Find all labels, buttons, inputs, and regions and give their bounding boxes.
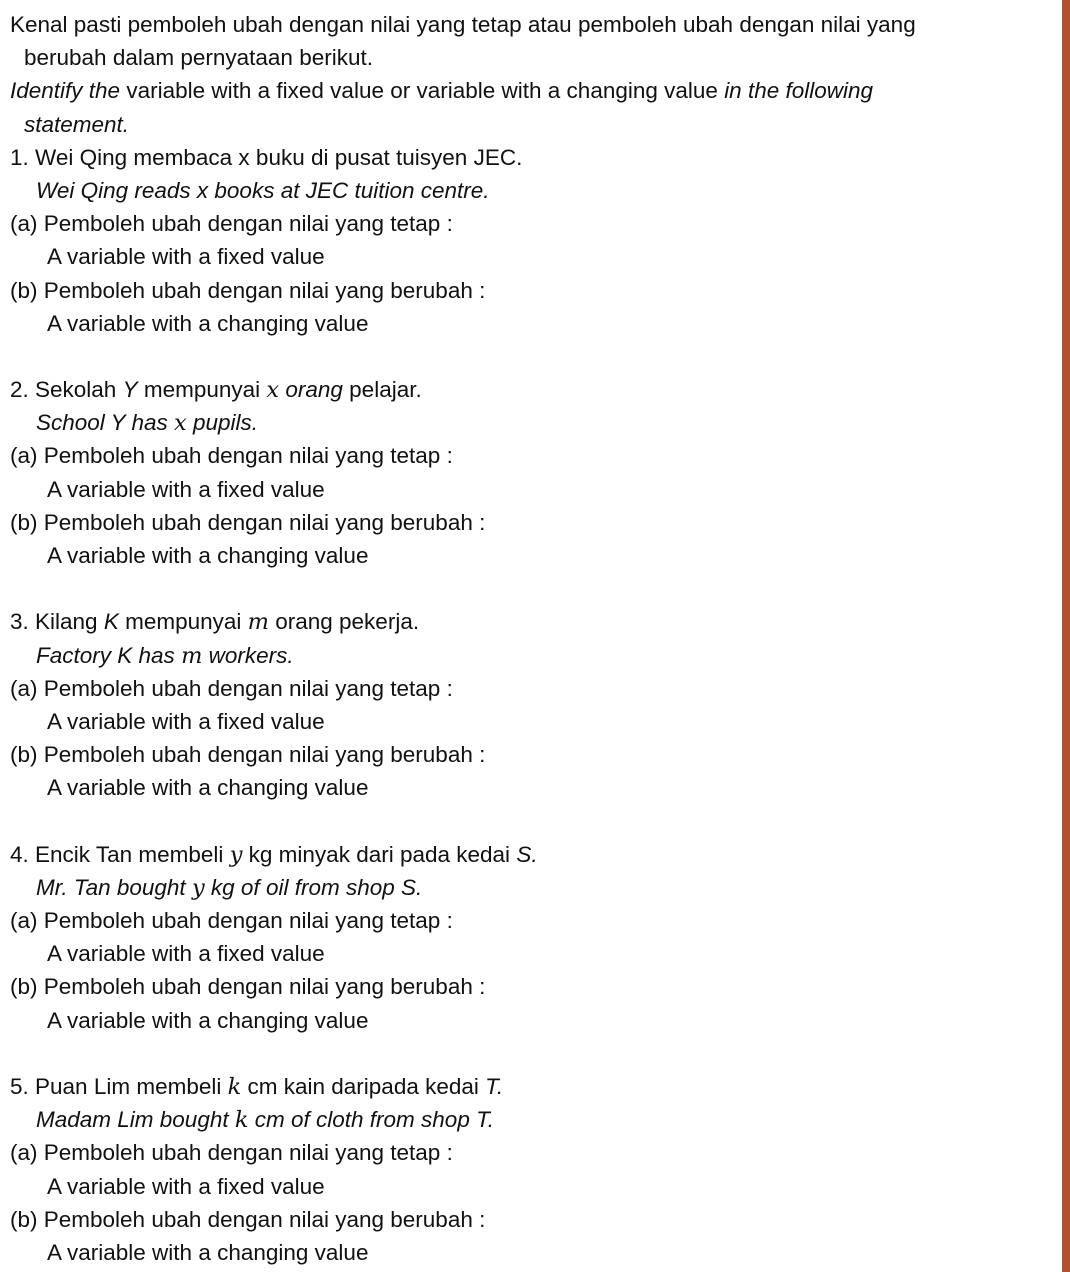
part-a-label-en: A variable with a fixed value <box>47 244 325 270</box>
question-statement-en <box>10 406 1055 439</box>
part-b-label: (b) Pemboleh ubah dengan nilai yang berubah : <box>10 509 486 535</box>
variable-symbol: m <box>181 642 203 669</box>
question-list <box>10 141 1055 1269</box>
text-segment: 4. Encik Tan membeli <box>10 841 230 867</box>
blank-line <box>10 805 1055 838</box>
text-segment: Y <box>122 377 138 403</box>
variable-symbol: x <box>266 377 280 404</box>
part-a-label-en: A variable with a fixed value <box>47 941 325 967</box>
instruction-en-line1 <box>10 74 1055 107</box>
text-segment: variable with a fixed value or variable with a changing value <box>120 78 725 104</box>
question-statement-ms <box>10 373 1055 406</box>
part-b-label: (b) Pemboleh ubah dengan nilai yang berubah : <box>10 974 486 1000</box>
text-segment: cm of cloth from shop T. <box>248 1107 495 1133</box>
variable-symbol: m <box>247 609 269 636</box>
part-b-label-en: A variable with a changing value <box>47 1239 369 1265</box>
text-segment: cm kain daripada kedai <box>241 1074 486 1099</box>
part-a-label-en: A variable with a fixed value <box>47 708 325 734</box>
text-segment: S. <box>516 841 538 867</box>
question-statement-ms <box>10 605 1055 638</box>
question-statement-en <box>10 871 1055 904</box>
text-segment: Wei Qing reads x books at JEC tuition centre. <box>36 177 490 203</box>
text-segment: mempunyai <box>118 609 248 635</box>
part-b-label: (b) Pemboleh ubah dengan nilai yang berubah : <box>10 1206 486 1232</box>
text-segment: pelajar. <box>342 377 422 403</box>
part-b-label: (b) Pemboleh ubah dengan nilai yang berubah : <box>10 277 486 303</box>
text-segment: 2. Sekolah <box>10 377 123 403</box>
text-segment: T. <box>485 1074 504 1099</box>
worksheet <box>10 8 1055 1269</box>
part-a-label: (a) Pemboleh ubah dengan nilai yang tetap : <box>10 675 453 701</box>
text-segment: K <box>103 609 119 635</box>
blank-line <box>10 340 1055 373</box>
instruction-ms-line1: Kenal pasti pemboleh ubah dengan nilai yang tetap atau pemboleh ubah dengan nilai yang <box>10 12 916 37</box>
text-segment: orang pekerja. <box>268 609 420 635</box>
part-a-label-en: A variable with a fixed value <box>47 476 325 502</box>
text-segment: School Y has <box>36 410 175 436</box>
part-a-label: (a) Pemboleh ubah dengan nilai yang tetap : <box>10 443 453 469</box>
part-b-label-en: A variable with a changing value <box>47 543 369 568</box>
part-b-label-en: A variable with a changing value <box>47 310 369 336</box>
text-segment: 3. Kilang <box>10 609 104 635</box>
question-statement-en <box>10 1103 1055 1136</box>
right-border <box>1062 0 1070 1272</box>
text-segment: Identify the <box>10 78 121 104</box>
instruction-ms-line2: berubah dalam pernyataan berikut. <box>24 45 373 71</box>
part-a-label-en: A variable with a fixed value <box>47 1173 325 1199</box>
text-segment: kg of oil from shop S. <box>204 874 423 900</box>
part-b-label-en: A variable with a changing value <box>47 1007 369 1033</box>
text-segment: orang <box>285 377 343 403</box>
question-statement-en <box>10 174 1055 207</box>
part-a-label: (a) Pemboleh ubah dengan nilai yang tetap : <box>10 211 453 237</box>
part-b-label: (b) Pemboleh ubah dengan nilai yang berubah : <box>10 742 486 768</box>
question-statement-en <box>10 639 1055 672</box>
question-4 <box>10 838 1055 1070</box>
variable-symbol: k <box>234 1107 249 1134</box>
question-1 <box>10 141 1055 373</box>
text-segment: 1. Wei Qing membaca x buku di pusat tuisyen JEC. <box>10 144 523 170</box>
text-segment: Factory K has <box>36 642 182 668</box>
variable-symbol: y <box>229 841 243 868</box>
blank-line <box>10 572 1055 605</box>
variable-symbol: y <box>191 874 205 901</box>
text-segment: Madam Lim bought <box>36 1107 235 1133</box>
variable-symbol: k <box>227 1074 242 1100</box>
question-statement-ms <box>10 1070 1055 1103</box>
part-a-label: (a) Pemboleh ubah dengan nilai yang tetap : <box>10 1140 453 1166</box>
instruction-en-line2: statement. <box>24 111 130 137</box>
blank-line <box>10 1037 1055 1070</box>
question-2 <box>10 373 1055 605</box>
text-segment: 5. Puan Lim membeli <box>10 1074 228 1099</box>
text-segment: in the following <box>724 78 874 104</box>
text-segment: Mr. Tan bought <box>36 874 192 900</box>
question-5 <box>10 1070 1055 1269</box>
variable-symbol: x <box>174 410 187 437</box>
question-3 <box>10 605 1055 837</box>
text-segment: pupils. <box>186 410 259 436</box>
text-segment: kg minyak dari pada kedai <box>242 841 517 867</box>
text-segment: mempunyai <box>137 377 267 403</box>
part-b-label-en: A variable with a changing value <box>47 775 369 801</box>
text-segment: workers. <box>202 642 294 668</box>
question-statement-ms <box>10 141 1055 174</box>
part-a-label: (a) Pemboleh ubah dengan nilai yang tetap : <box>10 908 453 934</box>
question-statement-ms <box>10 838 1055 871</box>
